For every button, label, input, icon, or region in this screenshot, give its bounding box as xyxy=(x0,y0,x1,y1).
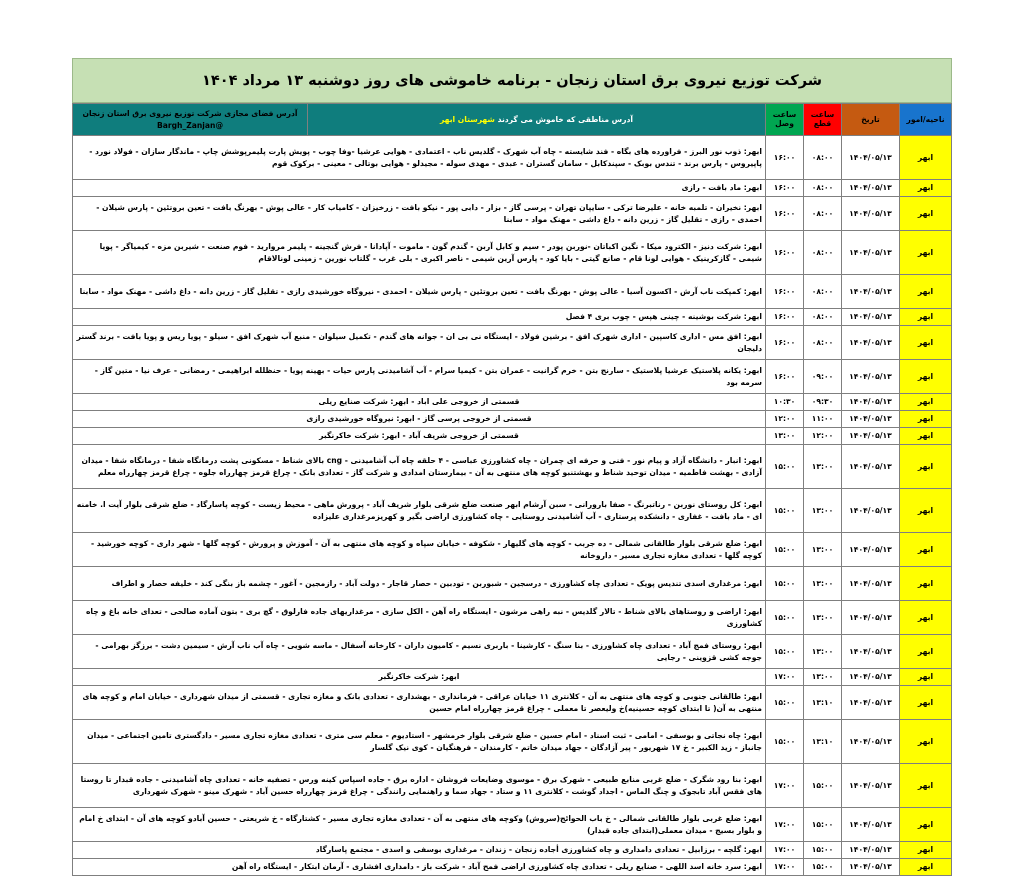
table-row xyxy=(73,808,952,842)
table-row xyxy=(73,231,952,275)
cell-outage-time: ۱۳:۰۰ xyxy=(804,669,842,686)
cell-restore-time: ۱۲:۰۰ xyxy=(766,411,804,428)
cell-outage-time: ۱۳:۱۰ xyxy=(804,720,842,764)
cell-address: ابهر: شرکت دنیز - الکترود میکا - نگین اکباتان -نوربن پودر - سیم و کابل آربن - گندم گون - ماموت - آپادانا - فرش گنجینه - پلیمر مروارید - فوم صنعت - شیربن مزه - کیمیاگر - پویا شیمی - گازکرینیک - هوایی لونا قام - صانع گیتی - بایا کود - پارس آرین شیمی - ناصر اکبری - بلی غرب - گلتاب نورین - زمینی لونالاقام xyxy=(73,231,766,275)
cell-outage-time: ۱۳:۰۰ xyxy=(804,533,842,567)
table-row xyxy=(73,326,952,360)
cell-area: ابهر xyxy=(900,136,952,180)
cell-area: ابهر xyxy=(900,309,952,326)
cell-date: ۱۴۰۴/۰۵/۱۳ xyxy=(842,180,900,197)
cell-restore-time: ۱۶:۰۰ xyxy=(766,275,804,309)
cell-outage-time: ۰۸:۰۰ xyxy=(804,180,842,197)
column-header-area: ناحیه/امور xyxy=(900,104,952,136)
cell-restore-time: ۱۰:۳۰ xyxy=(766,394,804,411)
restore-time-line2: وصل xyxy=(775,118,794,128)
cell-date: ۱۴۰۴/۰۵/۱۳ xyxy=(842,764,900,808)
cell-address: ابهر: شرکت بوشینه - چینی هپس - چوب بری ۴ فصل xyxy=(73,309,766,326)
cell-outage-time: ۰۸:۰۰ xyxy=(804,231,842,275)
cell-area: ابهر xyxy=(900,720,952,764)
cell-area: ابهر xyxy=(900,197,952,231)
cell-outage-time: ۰۹:۰۰ xyxy=(804,360,842,394)
cell-address: قسمتی از خروجی شریف آباد - ابهر: شرکت خاکرنگبر xyxy=(73,428,766,445)
table-row xyxy=(73,136,952,180)
cell-date: ۱۴۰۴/۰۵/۱۳ xyxy=(842,445,900,489)
cell-outage-time: ۱۳:۰۰ xyxy=(804,445,842,489)
cell-address: قسمتی از خروجی علی اباد - ابهر: شرکت صنایع ریلی xyxy=(73,394,766,411)
cell-restore-time: ۱۶:۰۰ xyxy=(766,231,804,275)
cell-outage-time: ۱۳:۰۰ xyxy=(804,567,842,601)
cell-restore-time: ۱۵:۰۰ xyxy=(766,445,804,489)
cell-outage-time: ۱۵:۰۰ xyxy=(804,859,842,876)
cell-address: ابهر: اراضی و روستاهای بالای شناط - تالار گلدیس - نبه راهی مرشون - ایستگاه راه آهن - الکل سازی - مرغداریهای جاده فارلوق - گچ بری - بتون آماده صالحی - تعدای خانه باغ و چاه کشاورزی xyxy=(73,601,766,635)
table-row xyxy=(73,197,952,231)
cell-area: ابهر xyxy=(900,231,952,275)
cell-outage-time: ۱۵:۰۰ xyxy=(804,808,842,842)
table-header xyxy=(73,104,952,136)
table-row xyxy=(73,567,952,601)
header-row xyxy=(73,104,952,136)
cell-address: ابهر: ماد بافت - رازی xyxy=(73,180,766,197)
page-title: شرکت توزیع نیروی برق استان زنجان - برنامه خاموشی های روز دوشنبه ۱۳ مرداد ۱۴۰۴ xyxy=(72,58,952,103)
column-header-date: تاریخ xyxy=(842,104,900,136)
cell-outage-time: ۱۳:۰۰ xyxy=(804,635,842,669)
table-row xyxy=(73,764,952,808)
cell-restore-time: ۱۷:۰۰ xyxy=(766,669,804,686)
cell-restore-time: ۱۷:۰۰ xyxy=(766,808,804,842)
cell-address: ابهر: انبار - دانشگاه آزاد و پیام نور - فنی و حرفه ای چمران - چاه کشاورزی عباسی - ۴ حلقه چاه آب آشامیدنی - cng بالای شناط - مسکونی پشت درمانگاه شفا - درمانگاه شفا - میدان آزادی - بهشت فاطمیه - میدان توحید شناط و بهشتنبو کوچه های منتهی به آن - بیمارستان امدادی و شرکت گاز - تعدادی بانک - چراغ قرمز چهارراه جلوه - چراغ قرمز چهارراه معلم xyxy=(73,445,766,489)
cell-restore-time: ۱۶:۰۰ xyxy=(766,309,804,326)
cell-area: ابهر xyxy=(900,326,952,360)
cell-outage-time: ۰۸:۰۰ xyxy=(804,309,842,326)
cell-address: ابهر: طالقانی جنوبی و کوچه های منتهی به آن - کلانتری ۱۱ خیابان عراقی - فرمانداری - بهشداری - تعدادی بانک و مغازه تجاری - قسمتی از میدان شهرداری - خیابان امام و کوچه های منتهی به آن( تا ابتدای کوچه حسینیه)خ ولیعصر تا معملی - چراغ قرمز چهارراه امام حسین xyxy=(73,686,766,720)
cell-date: ۱۴۰۴/۰۵/۱۳ xyxy=(842,601,900,635)
cell-date: ۱۴۰۴/۰۵/۱۳ xyxy=(842,842,900,859)
cell-date: ۱۴۰۴/۰۵/۱۳ xyxy=(842,859,900,876)
cell-restore-time: ۱۷:۰۰ xyxy=(766,764,804,808)
cell-restore-time: ۱۷:۰۰ xyxy=(766,842,804,859)
cell-address: ابهر: چاه نجاتی و بوسفی - امامی - ثبت اسناد - امام حسین - ضلع شرقی بلوار خرمشهر - استادیوم - معلم سی متری - تعدادی مغازه تجاری مسیر - دادگستری تامین اجتماعی - میدان جانباز - زید الکبیر - خ ۱۷ شهریور - پیر آزادگان - جهاد میدان خاتم - کارمندان - فرهنگیان - کوی نیک گلسار xyxy=(73,720,766,764)
address-header-city: شهرستان ابهر xyxy=(439,114,495,124)
cell-area: ابهر xyxy=(900,808,952,842)
table-row xyxy=(73,360,952,394)
cell-outage-time: ۰۸:۰۰ xyxy=(804,136,842,180)
cell-area: ابهر xyxy=(900,764,952,808)
cell-area: ابهر xyxy=(900,601,952,635)
cell-area: ابهر xyxy=(900,533,952,567)
table-body xyxy=(73,136,952,876)
cell-address: ابهر: کمپکت ناب آرش - اکسون آسیا - عالی پوش - بهرنگ بافت - تعین بروتئین - پارس شیلان - احمدی - نیروگاه خورشیدی رازی - تقلیل گاز - زرین دانه - داغ داشی - مهنک مواد - سابنا xyxy=(73,275,766,309)
cell-area: ابهر xyxy=(900,669,952,686)
cell-area: ابهر xyxy=(900,445,952,489)
cell-outage-time: ۰۸:۰۰ xyxy=(804,275,842,309)
table-row xyxy=(73,275,952,309)
table-row xyxy=(73,309,952,326)
table-row xyxy=(73,533,952,567)
cell-date: ۱۴۰۴/۰۵/۱۳ xyxy=(842,360,900,394)
cell-date: ۱۴۰۴/۰۵/۱۳ xyxy=(842,533,900,567)
cell-outage-time: ۰۹:۳۰ xyxy=(804,394,842,411)
cell-restore-time: ۱۵:۰۰ xyxy=(766,567,804,601)
cell-restore-time: ۱۵:۰۰ xyxy=(766,601,804,635)
cell-outage-time: ۱۳:۰۰ xyxy=(804,601,842,635)
cell-address: ابهر: مرغداری اسدی تندیس پویک - تعدادی چاه کشاورزی - درسجین - شبوربن - تودبین - حصار قاجار - دولت آباد - رازمجین - آغور - چشمه باز بنگی کند - خلیفه حصار و اطراف xyxy=(73,567,766,601)
column-header-restore-time xyxy=(766,104,804,136)
cell-area: ابهر xyxy=(900,180,952,197)
cell-date: ۱۴۰۴/۰۵/۱۳ xyxy=(842,326,900,360)
table-row xyxy=(73,720,952,764)
address-header-main: آدرس مناطقی که خاموش می گردند xyxy=(497,114,634,124)
table-row xyxy=(73,601,952,635)
cell-restore-time: ۱۵:۰۰ xyxy=(766,635,804,669)
cell-date: ۱۴۰۴/۰۵/۱۳ xyxy=(842,136,900,180)
table-row xyxy=(73,428,952,445)
cell-date: ۱۴۰۴/۰۵/۱۳ xyxy=(842,394,900,411)
cell-address: ابهر: کل روستای نوربن - رناتبرنگ - صفا بارورانی - سبن آرشام ابهر صنعت ضلع شرقی بلوار شریف آباد - پرورش ماهی - محیط زیست - کوچه پاسارگاد - ضلع شرقی بلوار آیت ا. خامنه ای - ماد بافت - غفاری - دانشکده پرستاری - آب آشامیدنی روستایی - چاه کشاورزی اراضی بگیر و کهریزمرغداری علیزاده xyxy=(73,489,766,533)
column-header-address xyxy=(308,104,766,136)
cell-date: ۱۴۰۴/۰۵/۱۳ xyxy=(842,720,900,764)
table-row xyxy=(73,180,952,197)
cell-outage-time: ۱۳:۰۰ xyxy=(804,489,842,533)
cell-restore-time: ۱۶:۰۰ xyxy=(766,136,804,180)
cell-restore-time: ۱۵:۰۰ xyxy=(766,533,804,567)
cell-outage-time: ۱۵:۰۰ xyxy=(804,764,842,808)
cell-area: ابهر xyxy=(900,360,952,394)
cell-restore-time: ۱۶:۰۰ xyxy=(766,326,804,360)
table-row xyxy=(73,859,952,876)
cell-address: ابهر: روستای فمج آباد - تعدادی چاه کشاورزی - بنا سنگ - کارشینا - باربری نسیم - کامیون داران - کارخانه آسفال - ماسه شویی - چاه آب ناب آرش - سیمین دشت - برزگز بهرامی - جوجه کشی قزوینی - رجایی xyxy=(73,635,766,669)
table-row xyxy=(73,686,952,720)
table-row xyxy=(73,411,952,428)
cell-area: ابهر xyxy=(900,411,952,428)
cell-restore-time: ۱۵:۰۰ xyxy=(766,686,804,720)
cell-area: ابهر xyxy=(900,842,952,859)
cell-area: ابهر xyxy=(900,428,952,445)
restore-time-line1: ساعت xyxy=(772,109,797,119)
cell-date: ۱۴۰۴/۰۵/۱۳ xyxy=(842,635,900,669)
cell-restore-time: ۱۶:۰۰ xyxy=(766,180,804,197)
outage-schedule-sheet xyxy=(72,58,952,876)
outage-time-line2: قطع xyxy=(813,118,832,128)
cell-date: ۱۴۰۴/۰۵/۱۳ xyxy=(842,275,900,309)
table-row xyxy=(73,394,952,411)
table-row xyxy=(73,445,952,489)
cell-date: ۱۴۰۴/۰۵/۱۳ xyxy=(842,428,900,445)
cell-address: ابهر: گلچه - برزابیل - تعدادی دامداری و چاه کشاورزی أجاده زنجان - زندان - مرغداری بوسفی و اسدی - مجتمع پاسارگاد xyxy=(73,842,766,859)
cell-restore-time: ۱۶:۰۰ xyxy=(766,360,804,394)
cell-address: ابهر: ضلع شرقی بلوار طالقانی شمالی - ده جربب - کوچه های گلیهار - شکوفه - خیابان سپاه و کوچه های منتهی به آن - آموزش و پرورش - کوچه گلها - شهر داری - کوچه خورشید - کوچه گلها - تعدادی مغازه تجاری مسیر - داروخانه xyxy=(73,533,766,567)
column-header-outage-time xyxy=(804,104,842,136)
cell-address: ابهر: بنا رود شگرک - ضلع غربی منابع طبیعی - شهرک برق - موسوی وضایعات فروشان - اداره برق - جاده اسپاس کینه ورس - تصفیه خانه - تعدادی چاه آشامیدنی - جاده قبدار تا روستا های فقس آباد تابجوک و چنگ الماس - اجداد گوشت - کلانتری ۱۱ و ستاد - جهاد سما و راهنمایی رانندگی - چراغ قرمز چهارراه حسین آباد - شهرک مینو - شهرک شهرداری xyxy=(73,764,766,808)
cell-date: ۱۴۰۴/۰۵/۱۳ xyxy=(842,197,900,231)
cell-restore-time: ۱۵:۰۰ xyxy=(766,720,804,764)
cell-date: ۱۴۰۴/۰۵/۱۳ xyxy=(842,309,900,326)
cell-date: ۱۴۰۴/۰۵/۱۳ xyxy=(842,489,900,533)
cell-outage-time: ۱۱:۰۰ xyxy=(804,411,842,428)
cell-address: ابهر: افق مس - اداری کاسپین - اداری شهرک افق - برشین فولاد - ایستگاه نی بی ان - جوانه های گندم - تکمیل سیلوان - منبع آب شهرک افق - سیلو - پویا ریس و پویا بافت - برند گستر دلیجان xyxy=(73,326,766,360)
cell-area: ابهر xyxy=(900,635,952,669)
cell-outage-time: ۱۵:۰۰ xyxy=(804,842,842,859)
cell-restore-time: ۱۳:۰۰ xyxy=(766,428,804,445)
cell-outage-time: ۰۸:۰۰ xyxy=(804,197,842,231)
table-row xyxy=(73,635,952,669)
table-row xyxy=(73,842,952,859)
cell-address: ابهر: ذوب نور البرز - فراورده های بگاه - فند شایسته - چاه آب شهرک - گلدیس ناب - اعتمادی - هوایی عرشیا -وفا چوب - پویش پارت پلیمرپوشش چاپ - ماندگار سازان - فولاد نورد - پاپیروس - پارس برند - تندس بوبک - سپندکابل - سامان گستران - عبدی - مهدی سوله - مجیدلو - هوایی بوتالی - معینی - برکوک قوم xyxy=(73,136,766,180)
table-row xyxy=(73,669,952,686)
column-header-social: آدرس فضای مجازی شرکت توزیع نیروی برق استان زنجان @Bargh_Zanjan xyxy=(73,104,308,136)
outage-time-line1: ساعت xyxy=(810,109,835,119)
cell-area: ابهر xyxy=(900,275,952,309)
table-row xyxy=(73,489,952,533)
cell-restore-time: ۱۶:۰۰ xyxy=(766,197,804,231)
cell-date: ۱۴۰۴/۰۵/۱۳ xyxy=(842,567,900,601)
cell-date: ۱۴۰۴/۰۵/۱۳ xyxy=(842,669,900,686)
cell-date: ۱۴۰۴/۰۵/۱۳ xyxy=(842,231,900,275)
cell-address: ابهر: نخیران - تلمبه خانه - علیرضا ترکی - سایپان تهران - پرسی گاز - بزار - دابی پور - نیکو بافت - زرخیزان - کامیاب کار - عالی پوش - بهرنگ بافت - تعین بروتئین - پارس شیلان - احمدی - رازی - تقلیل گاز - زرین دانه - داغ داشی - مهنک مواد - سابنا xyxy=(73,197,766,231)
cell-area: ابهر xyxy=(900,567,952,601)
cell-address: ابهر: سرد خانه اسد اللهی - صنایع ریلی - تعدادی چاه کشاورزی اراضی فمح آباد - شرکت باز - دامداری افشاری - آرمان ابتکار - ایستگاه راه آهن xyxy=(73,859,766,876)
cell-outage-time: ۱۲:۰۰ xyxy=(804,428,842,445)
cell-area: ابهر xyxy=(900,489,952,533)
cell-date: ۱۴۰۴/۰۵/۱۳ xyxy=(842,808,900,842)
cell-address: ابهر: یکانه پلاستیک عرشیا پلاستیک - سارنج بتن - خرم گرانیت - عمران بتن - کیمیا سرام - آب آشامیدنی پارس حیات - بهینه پویا - حنظلله ابراهیمی - رمضانی - عرف نیا - متین گاز - سرمه بود xyxy=(73,360,766,394)
outage-schedule-table xyxy=(72,103,952,876)
cell-area: ابهر xyxy=(900,394,952,411)
cell-restore-time: ۱۷:۰۰ xyxy=(766,859,804,876)
cell-address: ابهر: ضلع غربی بلوار طالقانی شمالی - خ باب الحوائج(سروش) وکوچه های منتهی به آن - تعدادی مغازه تجاری مسیر - کشتارگاه - خ شریعتی - حسین آبادو کوچه های آن - ابتدای خ امام و بلوار بسیج - میدان معملی(ابتدای جاده قبدار) xyxy=(73,808,766,842)
cell-area: ابهر xyxy=(900,859,952,876)
cell-outage-time: ۱۳:۱۰ xyxy=(804,686,842,720)
cell-address: ابهر: شرکت خاکرنگبر xyxy=(73,669,766,686)
cell-date: ۱۴۰۴/۰۵/۱۳ xyxy=(842,686,900,720)
cell-address: قسمتی از خروجی پرسی گاز - ابهر: نیروگاه خورشیدی رازی xyxy=(73,411,766,428)
cell-area: ابهر xyxy=(900,686,952,720)
cell-date: ۱۴۰۴/۰۵/۱۳ xyxy=(842,411,900,428)
cell-restore-time: ۱۵:۰۰ xyxy=(766,489,804,533)
cell-outage-time: ۰۸:۰۰ xyxy=(804,326,842,360)
